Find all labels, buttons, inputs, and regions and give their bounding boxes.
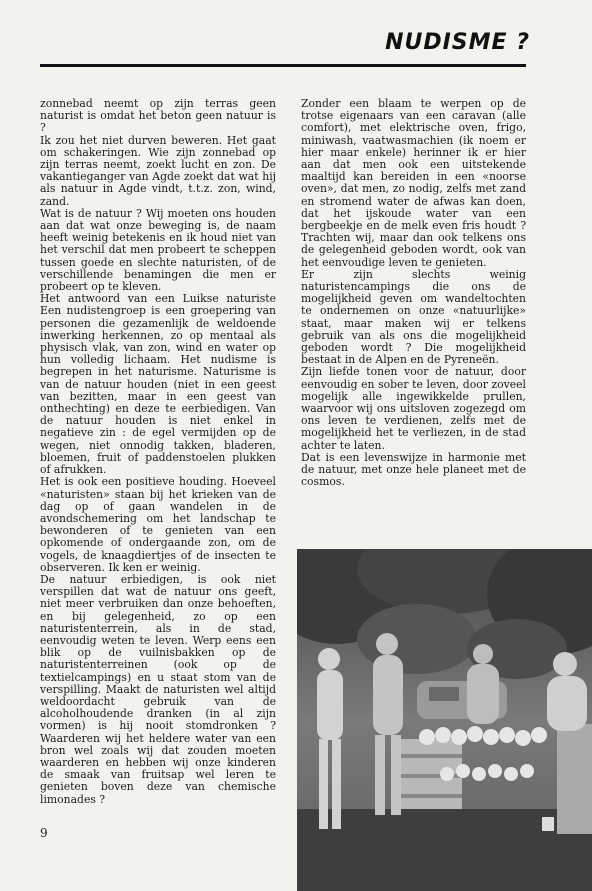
photograph [297,549,592,891]
page-number: 9 [40,826,48,840]
paragraph: zonnebad neemt op zijn terras geen naturist is omdat het beton geen natuur is ? [40,97,276,135]
paragraph: Het antwoord van een Luikse naturiste Een nudistengroep is een groepering van personen die gezamenlijk de weldoende inwerking herkennen, zo op mentaal als physisch vlak, van zon, wind en water op hun volledig lichaam. Het nudisme is begrepen in het naturisme. Naturisme is van de natuur houden (niet in een geest van bezitten, maar in een geest van onthechting) en deze te eerbiedigen. Van de natuur houden is niet enkel in negatieve zin : de egel vermijden op de wegen, niet onnodig takken, bladeren, bloemen, fruit of paddenstoelen plukken of afrukken. [40,292,276,477]
paragraph: Zonder een blaam te werpen op de trotse eigenaars van een caravan (alle comfort), met elektrische oven, frigo, miniwash, vaatwasmachien (ik noem er hier maar enkele) herinner ik er hier aan dat men ook een uitstekende maaltijd kan bereiden in een «noorse oven», dat men, zo nodig, zelfs met zand en stromend water de afwas kan doen, dat het ijskoude water van een bergbeekje en de melk even fris houdt ? Trachten wij, maar dan ook telkens ons de gelegenheid geboden wordt, ook van het eenvoudige leven te genieten. [301,97,526,269]
page-header-title: NUDISME ? [385,30,530,55]
paragraph: Dat is een levenswijze in harmonie met de natuur, met onze hele planeet met de cosmos. [301,450,526,489]
paragraph: Er zijn slechts weinig naturistencampings die ons de mogelijkheid geven om wandeltochten te ondernemen on onze «natuurlijke» staat, maar maken wij er telkens gebruik van als ons die mogelijkheid geboden wordt ? Die mogelijkheid bestaat in de Alpen en de Pyreneën. [301,267,526,367]
left-column [40,98,276,806]
paragraph: Ik zou het niet durven beweren. Het gaat om schakeringen. Wie zijn zonnebad op zijn terras neemt, zoekt lucht en zon. De vakantieganger van Agde zoekt dat wat hij als natuur in Agde vindt, t.t.z. zon, wind, zand. [40,133,276,208]
paragraph: Zijn liefde tonen voor de natuur, door eenvoudig en sober te leven, door zoveel mogelijk alle ingewikkelde prullen, waarvoor wij ons uitsloven zogezegd om ons leven te verdienen, zelfs met de mogelijkheid het te verliezen, in de stad achter te laten. [301,365,526,452]
paragraph: De natuur erbiedigen, is ook niet verspillen dat wat de natuur ons geeft, niet meer verbruiken dan onze behoeften, en bij gelegenheid, zo op een naturistenterrein, als in de stad, eenvoudig weten te leven. Werp eens een blik op de vuilnisbakken op de naturistenterreinen (ook op de textielcampings) en u staat stom van de verspilling. Maakt de naturisten wel altijd weldoordacht gebruik van de alcoholhoudende dranken (in al zijn vormen) is hij nooit stomdronken ? Waarderen wij het heldere water van een bron wel zoals wij dat zouden moeten waarderen en hebben wij onze kinderen de smaak van fruitsap wel leren te genieten boven deze van chemische limonades ? [40,572,276,806]
paragraph: Wat is de natuur ? Wij moeten ons houden aan dat wat onze beweging is, de naam heeft weinig betekenis en ik houd niet van het verschil dat men probeert te scheppen tussen goede en slechte naturisten, of de verschillende benamingen die men er probeert op te kleven. [40,206,276,294]
paragraph: Het is ook een positieve houding. Hoeveel «naturisten» staan bij het krieken van de dag op of gaan wandelen in de avondschemering om het landschap te bewonderen of te genieten van een opkomende of ondergaande zon, om de vogels, de knaagdiertjes of de insecten te observeren. Ik ken er weinig. [40,475,276,574]
header-rule [40,64,526,67]
right-column [301,98,526,489]
